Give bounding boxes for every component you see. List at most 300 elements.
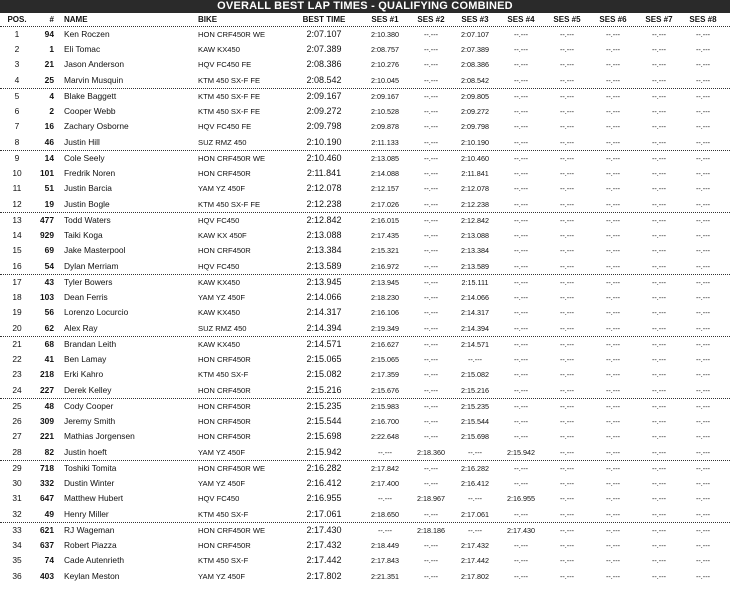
cell-ses-3: 2:08.542 (461, 75, 489, 85)
cell-pos: 18 (12, 291, 22, 302)
cell-ses-4: --.--- (514, 122, 528, 131)
cell-ses-2: --.--- (424, 571, 438, 581)
cell-ses-5: --.--- (560, 154, 574, 163)
cell-number: 43 (44, 277, 54, 287)
cell-number: 718 (40, 463, 54, 473)
cell-name: Justin Bogle (64, 198, 110, 209)
cell-ses-8: --.--- (696, 168, 710, 178)
cell-ses-7: --.--- (652, 540, 666, 550)
cell-best-time: 2:15.544 (306, 415, 342, 426)
cell-ses-4: --.--- (514, 402, 528, 411)
cell-best-time: 2:09.167 (306, 91, 342, 101)
cell-name: Matthew Hubert (64, 493, 124, 503)
cell-ses-1: 2:16.972 (371, 261, 399, 271)
cell-ses-8: --.--- (696, 416, 710, 426)
cell-bike: KTM 450 SX-F FE (198, 199, 261, 209)
cell-ses-6: --.--- (606, 308, 620, 317)
cell-number: 48 (44, 401, 54, 411)
cell-ses-3: 2:08.386 (461, 60, 489, 69)
cell-name: Justin Hill (64, 136, 100, 147)
header-num: # (49, 15, 54, 24)
cell-ses-8: --.--- (696, 526, 710, 535)
cell-bike: KTM 450 SX-F (198, 556, 249, 565)
cell-ses-5: --.--- (560, 184, 574, 193)
cell-ses-8: --.--- (696, 75, 710, 85)
cell-pos: 3 (14, 59, 20, 69)
cell-number: 227 (40, 384, 54, 395)
cell-ses-1: 2:10.276 (371, 60, 399, 69)
cell-ses-6: --.--- (606, 571, 620, 581)
cell-ses-7: --.--- (652, 184, 666, 193)
table-row (0, 135, 730, 151)
cell-ses-2: --.--- (424, 44, 438, 54)
cell-ses-6: --.--- (606, 292, 620, 302)
cell-ses-4: --.--- (514, 354, 528, 364)
cell-ses-4: --.--- (514, 75, 528, 85)
cell-pos: 30 (12, 477, 22, 488)
table-row (0, 522, 730, 538)
cell-ses-2: --.--- (424, 354, 438, 364)
cell-best-time: 2:15.216 (306, 384, 342, 395)
cell-ses-1: --.--- (378, 494, 392, 503)
cell-ses-3: 2:09.798 (461, 122, 489, 131)
cell-number: 221 (40, 431, 54, 441)
cell-ses-3: 2:15.216 (461, 385, 489, 395)
cell-ses-3: 2:17.802 (461, 571, 489, 581)
table-row (0, 197, 730, 213)
cell-name: Taiki Koga (64, 229, 103, 240)
cell-name: Dustin Winter (64, 477, 115, 488)
cell-ses-1: 2:15.065 (371, 354, 399, 364)
cell-number: 637 (40, 539, 54, 550)
cell-ses-8: --.--- (696, 571, 710, 581)
cell-number: 477 (40, 215, 54, 225)
cell-ses-4: 2:15.942 (507, 447, 535, 457)
cell-ses-7: --.--- (652, 44, 666, 54)
cell-pos: 21 (12, 339, 22, 349)
cell-name: Toshiki Tomita (64, 463, 117, 473)
cell-ses-1: --.--- (378, 526, 392, 535)
cell-ses-5: --.--- (560, 106, 574, 116)
cell-number: 68 (44, 339, 54, 349)
cell-ses-5: --.--- (560, 402, 574, 411)
cell-name: Marvin Musquin (64, 74, 124, 85)
cell-ses-2: --.--- (424, 60, 438, 69)
cell-pos: 9 (14, 153, 20, 163)
cell-ses-5: --.--- (560, 122, 574, 131)
cell-ses-2: 2:18.967 (417, 494, 445, 503)
cell-ses-2: --.--- (424, 278, 438, 287)
cell-ses-8: --.--- (696, 122, 710, 131)
cell-best-time: 2:10.460 (306, 153, 342, 163)
cell-bike: KAW KX450 (198, 308, 240, 317)
cell-ses-1: 2:12.157 (371, 184, 399, 193)
cell-best-time: 2:13.384 (306, 245, 342, 255)
cell-ses-1: 2:19.349 (371, 323, 399, 333)
table-row (0, 336, 730, 352)
cell-ses-5: --.--- (560, 432, 574, 441)
cell-bike: HON CRF450R WE (198, 464, 266, 473)
cell-ses-6: --.--- (606, 494, 620, 503)
table-row (0, 414, 730, 430)
cell-ses-1: 2:14.088 (371, 168, 399, 178)
cell-ses-7: --.--- (652, 292, 666, 302)
header-best-time: BEST TIME (302, 15, 346, 24)
cell-ses-7: --.--- (652, 278, 666, 287)
cell-number: 25 (44, 74, 54, 85)
cell-ses-3: 2:10.460 (461, 154, 489, 163)
table-header (0, 13, 730, 26)
cell-pos: 17 (12, 277, 22, 287)
cell-bike: HQV FC450 FE (198, 60, 252, 69)
table-row (0, 290, 730, 306)
cell-name: Tyler Bowers (64, 277, 113, 287)
cell-ses-1: 2:08.757 (371, 44, 399, 54)
cell-ses-6: --.--- (606, 323, 620, 333)
cell-ses-8: --.--- (696, 323, 710, 333)
cell-ses-8: --.--- (696, 292, 710, 302)
cell-ses-7: --.--- (652, 370, 666, 379)
cell-ses-1: 2:18.650 (371, 509, 399, 519)
cell-ses-2: 2:18.186 (417, 526, 445, 535)
cell-ses-2: --.--- (424, 246, 438, 255)
cell-best-time: 2:15.942 (306, 446, 342, 457)
cell-ses-4: --.--- (514, 199, 528, 209)
cell-ses-2: --.--- (424, 261, 438, 271)
cell-ses-8: --.--- (696, 44, 710, 54)
cell-pos: 7 (14, 121, 20, 131)
cell-name: Dean Ferris (64, 291, 108, 302)
cell-bike: YAM YZ 450F (198, 447, 245, 457)
cell-ses-4: --.--- (514, 44, 528, 54)
header-ses-2: SES #2 (417, 15, 445, 24)
table-row (0, 212, 730, 228)
cell-ses-3: 2:09.272 (461, 106, 489, 116)
cell-ses-5: --.--- (560, 292, 574, 302)
cell-best-time: 2:17.802 (306, 570, 342, 581)
table-row (0, 429, 730, 445)
cell-ses-3: 2:07.107 (461, 30, 489, 39)
table-row (0, 243, 730, 259)
cell-ses-2: --.--- (424, 230, 438, 240)
cell-name: Erki Kahro (64, 369, 104, 379)
cell-ses-4: 2:17.430 (507, 526, 535, 535)
cell-pos: 25 (12, 401, 22, 411)
header-ses-7: SES #7 (645, 15, 673, 24)
cell-ses-5: --.--- (560, 246, 574, 255)
cell-name: Blake Baggett (64, 91, 117, 101)
cell-name: Alex Ray (64, 322, 98, 333)
cell-ses-5: --.--- (560, 556, 574, 565)
results-table (0, 13, 730, 584)
cell-ses-3: 2:14.066 (461, 292, 489, 302)
cell-bike: YAM YZ 450F (198, 478, 245, 488)
cell-bike: HON CRF450R (198, 246, 251, 255)
cell-ses-7: --.--- (652, 509, 666, 519)
cell-ses-8: --.--- (696, 261, 710, 271)
table-row (0, 383, 730, 399)
cell-pos: 15 (12, 245, 22, 255)
cell-ses-4: --.--- (514, 106, 528, 116)
cell-ses-2: --.--- (424, 216, 438, 225)
table-row (0, 259, 730, 275)
cell-ses-8: --.--- (696, 216, 710, 225)
cell-ses-6: --.--- (606, 75, 620, 85)
cell-ses-4: --.--- (514, 30, 528, 39)
cell-ses-8: --.--- (696, 370, 710, 379)
cell-ses-8: --.--- (696, 432, 710, 441)
cell-bike: HQV FC450 FE (198, 122, 252, 131)
cell-bike: YAM YZ 450F (198, 292, 245, 302)
cell-ses-8: --.--- (696, 60, 710, 69)
cell-ses-3: 2:14.394 (461, 323, 489, 333)
cell-ses-6: --.--- (606, 230, 620, 240)
cell-best-time: 2:16.955 (306, 493, 342, 503)
cell-ses-5: --.--- (560, 385, 574, 395)
cell-pos: 12 (12, 198, 22, 209)
cell-number: 4 (49, 91, 54, 101)
cell-pos: 24 (12, 384, 22, 395)
cell-ses-1: 2:16.627 (371, 340, 399, 349)
cell-ses-5: --.--- (560, 230, 574, 240)
cell-number: 56 (44, 307, 54, 317)
table-row (0, 274, 730, 290)
cell-name: Jason Anderson (64, 59, 125, 69)
cell-number: 218 (40, 369, 54, 379)
cell-ses-3: 2:07.389 (461, 44, 489, 54)
cell-ses-2: --.--- (424, 340, 438, 349)
cell-bike: HON CRF450R (198, 402, 251, 411)
cell-ses-5: --.--- (560, 416, 574, 426)
cell-ses-5: --.--- (560, 30, 574, 39)
cell-pos: 16 (12, 260, 22, 271)
header-ses-1: SES #1 (371, 15, 399, 24)
cell-ses-8: --.--- (696, 447, 710, 457)
cell-ses-4: --.--- (514, 323, 528, 333)
cell-ses-5: --.--- (560, 447, 574, 457)
cell-best-time: 2:17.442 (306, 555, 342, 565)
cell-number: 332 (40, 477, 54, 488)
cell-ses-5: --.--- (560, 278, 574, 287)
cell-ses-5: --.--- (560, 464, 574, 473)
cell-ses-8: --.--- (696, 184, 710, 193)
cell-ses-7: --.--- (652, 246, 666, 255)
cell-ses-8: --.--- (696, 385, 710, 395)
cell-name: Cooper Webb (64, 105, 116, 116)
cell-ses-1: 2:09.167 (371, 92, 399, 101)
cell-bike: SUZ RMZ 450 (198, 137, 247, 147)
cell-name: Dylan Merriam (64, 260, 119, 271)
cell-ses-6: --.--- (606, 526, 620, 535)
cell-pos: 22 (12, 353, 22, 364)
cell-pos: 36 (12, 570, 22, 581)
cell-bike: HON CRF450R WE (198, 154, 266, 163)
cell-ses-4: --.--- (514, 230, 528, 240)
cell-ses-7: --.--- (652, 526, 666, 535)
cell-ses-8: --.--- (696, 478, 710, 488)
cell-ses-6: --.--- (606, 122, 620, 131)
cell-ses-1: 2:09.878 (371, 122, 399, 131)
cell-ses-2: --.--- (424, 478, 438, 488)
cell-ses-5: --.--- (560, 216, 574, 225)
cell-ses-1: 2:17.842 (371, 464, 399, 473)
cell-ses-3: 2:17.061 (461, 509, 489, 519)
cell-ses-1: 2:15.983 (371, 402, 399, 411)
cell-best-time: 2:15.065 (306, 353, 342, 364)
table-row (0, 445, 730, 461)
cell-number: 21 (44, 59, 54, 69)
cell-ses-3: 2:13.088 (461, 230, 489, 240)
cell-pos: 4 (14, 74, 20, 85)
cell-name: RJ Wageman (64, 525, 115, 535)
cell-ses-1: --.--- (378, 447, 392, 457)
cell-ses-1: 2:17.359 (371, 370, 399, 379)
cell-ses-1: 2:18.449 (371, 540, 399, 550)
cell-ses-1: 2:13.085 (371, 154, 399, 163)
table-row (0, 398, 730, 414)
cell-ses-7: --.--- (652, 340, 666, 349)
cell-ses-5: --.--- (560, 308, 574, 317)
header-name: NAME (64, 15, 88, 24)
cell-pos: 35 (12, 555, 22, 565)
cell-ses-7: --.--- (652, 230, 666, 240)
cell-ses-8: --.--- (696, 340, 710, 349)
cell-number: 74 (44, 555, 54, 565)
cell-pos: 27 (12, 431, 22, 441)
cell-number: 647 (40, 493, 54, 503)
cell-best-time: 2:13.945 (306, 277, 342, 287)
cell-pos: 6 (14, 105, 20, 116)
cell-ses-2: --.--- (424, 154, 438, 163)
cell-ses-7: --.--- (652, 464, 666, 473)
cell-ses-5: --.--- (560, 526, 574, 535)
cell-ses-4: --.--- (514, 571, 528, 581)
header-ses-8: SES #8 (689, 15, 717, 24)
cell-ses-6: --.--- (606, 137, 620, 147)
cell-ses-2: --.--- (424, 323, 438, 333)
cell-ses-2: --.--- (424, 92, 438, 101)
cell-ses-7: --.--- (652, 60, 666, 69)
cell-ses-7: --.--- (652, 122, 666, 131)
cell-bike: KTM 450 SX-F FE (198, 92, 261, 101)
cell-ses-1: 2:17.435 (371, 230, 399, 240)
cell-number: 46 (44, 136, 54, 147)
cell-ses-8: --.--- (696, 137, 710, 147)
cell-pos: 20 (12, 322, 22, 333)
cell-ses-6: --.--- (606, 92, 620, 101)
cell-number: 403 (40, 570, 54, 581)
cell-ses-7: --.--- (652, 106, 666, 116)
cell-ses-8: --.--- (696, 154, 710, 163)
cell-ses-6: --.--- (606, 464, 620, 473)
header-ses-4: SES #4 (507, 15, 535, 24)
cell-ses-3: --.--- (468, 494, 482, 503)
cell-ses-3: 2:13.384 (461, 246, 489, 255)
table-row (0, 507, 730, 523)
header-bike: BIKE (198, 15, 218, 24)
cell-ses-3: 2:14.571 (461, 340, 489, 349)
cell-ses-4: --.--- (514, 278, 528, 287)
cell-ses-3: 2:09.805 (461, 92, 489, 101)
cell-ses-3: 2:12.842 (461, 216, 489, 225)
cell-pos: 11 (12, 183, 22, 193)
cell-ses-2: --.--- (424, 122, 438, 131)
cell-ses-3: 2:15.235 (461, 402, 489, 411)
cell-name: Zachary Osborne (64, 121, 129, 131)
cell-ses-4: --.--- (514, 432, 528, 441)
cell-ses-7: --.--- (652, 154, 666, 163)
cell-ses-4: --.--- (514, 340, 528, 349)
cell-ses-6: --.--- (606, 199, 620, 209)
cell-ses-5: --.--- (560, 75, 574, 85)
cell-best-time: 2:07.389 (306, 43, 342, 54)
cell-ses-5: --.--- (560, 509, 574, 519)
cell-name: Derek Kelley (64, 384, 112, 395)
cell-ses-1: 2:21.351 (371, 571, 399, 581)
cell-ses-6: --.--- (606, 416, 620, 426)
cell-ses-3: 2:15.544 (461, 416, 489, 426)
cell-ses-3: 2:15.082 (461, 370, 489, 379)
cell-ses-1: 2:15.676 (371, 385, 399, 395)
header-pos: POS. (7, 15, 27, 24)
cell-ses-3: 2:10.190 (461, 137, 489, 147)
cell-ses-6: --.--- (606, 184, 620, 193)
table-row (0, 367, 730, 383)
cell-ses-5: --.--- (560, 370, 574, 379)
table-row (0, 181, 730, 197)
cell-ses-5: --.--- (560, 571, 574, 581)
cell-ses-1: 2:13.945 (371, 278, 399, 287)
page-title: OVERALL BEST LAP TIMES - QUALIFYING COMBINED (0, 0, 730, 13)
cell-bike: HQV FC450 (198, 216, 240, 225)
cell-pos: 5 (14, 91, 20, 101)
cell-ses-6: --.--- (606, 106, 620, 116)
cell-ses-7: --.--- (652, 416, 666, 426)
cell-ses-7: --.--- (652, 494, 666, 503)
cell-ses-1: 2:15.321 (371, 246, 399, 255)
cell-pos: 29 (12, 463, 22, 473)
cell-ses-5: --.--- (560, 494, 574, 503)
table-row (0, 166, 730, 182)
cell-ses-4: --.--- (514, 385, 528, 395)
cell-name: Henry Miller (64, 508, 109, 519)
cell-ses-6: --.--- (606, 540, 620, 550)
cell-ses-5: --.--- (560, 199, 574, 209)
cell-best-time: 2:17.430 (306, 525, 342, 535)
cell-ses-1: 2:10.045 (371, 75, 399, 85)
cell-pos: 13 (12, 215, 22, 225)
cell-ses-4: --.--- (514, 137, 528, 147)
cell-ses-8: --.--- (696, 230, 710, 240)
cell-bike: KAW KX450 (198, 340, 240, 349)
cell-best-time: 2:10.190 (306, 136, 342, 147)
cell-ses-8: --.--- (696, 30, 710, 39)
cell-ses-4: --.--- (514, 184, 528, 193)
cell-name: Jeremy Smith (64, 415, 116, 426)
cell-ses-7: --.--- (652, 92, 666, 101)
cell-ses-6: --.--- (606, 402, 620, 411)
cell-ses-1: 2:17.026 (371, 199, 399, 209)
cell-number: 2 (49, 105, 54, 116)
cell-ses-5: --.--- (560, 261, 574, 271)
cell-ses-5: --.--- (560, 540, 574, 550)
cell-ses-6: --.--- (606, 44, 620, 54)
cell-number: 69 (44, 245, 54, 255)
cell-best-time: 2:15.235 (306, 401, 342, 411)
cell-best-time: 2:16.282 (306, 463, 342, 473)
cell-ses-6: --.--- (606, 154, 620, 163)
table-row (0, 150, 730, 166)
